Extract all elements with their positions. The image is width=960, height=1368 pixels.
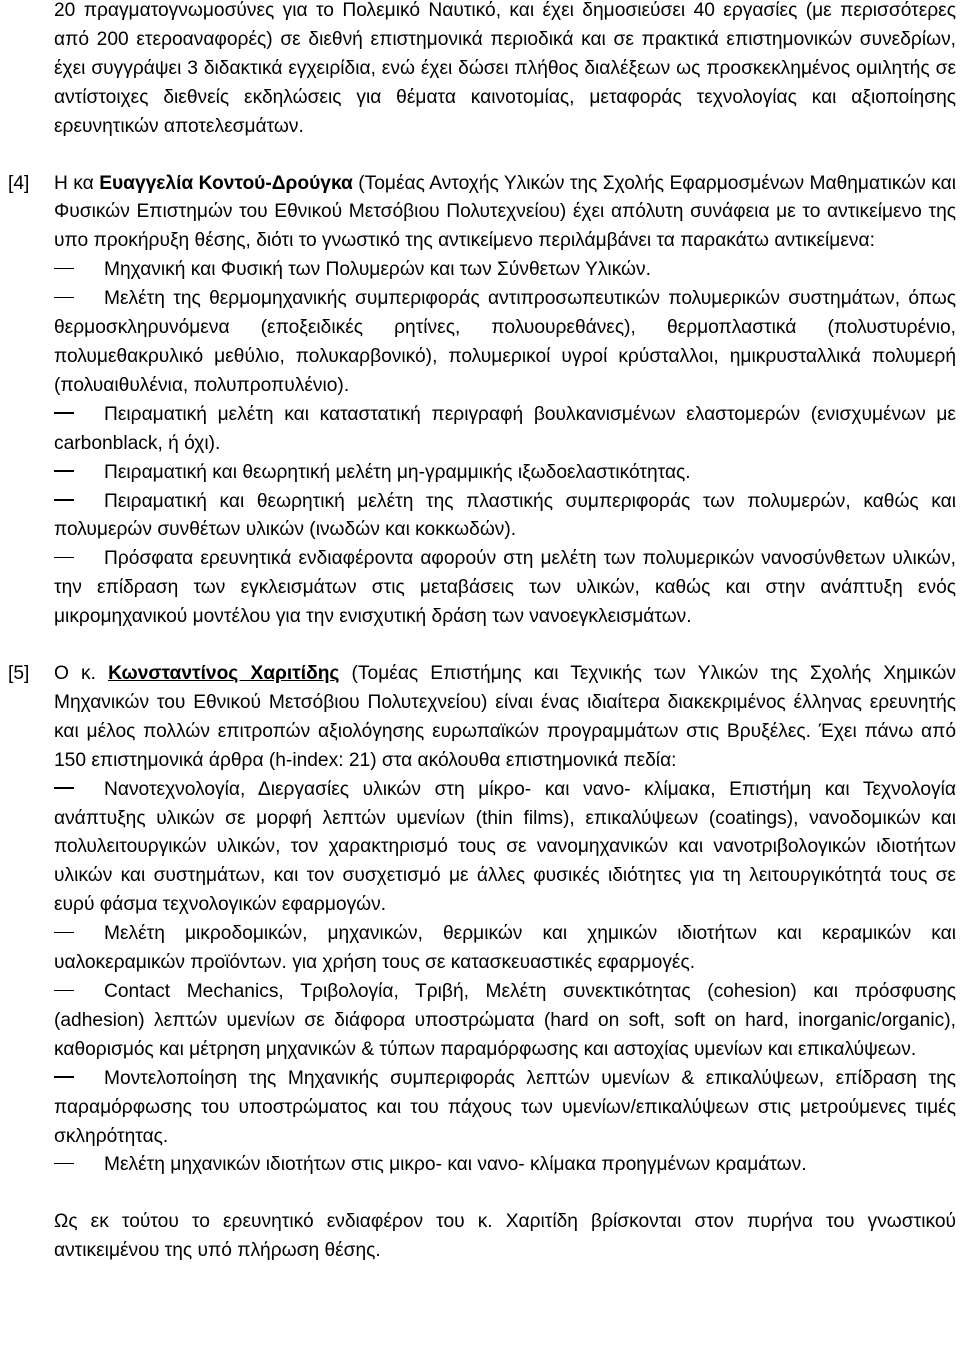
list-item-text: Μελέτη μικροδομικών, μηχανικών, θερμικών και χημικών ιδιοτήτων και κεραμικών και υαλοκεραμικών προϊόντων. για χρήση τους σε κατασκευαστικές εφαρμογές.	[54, 923, 956, 974]
dash-bullet	[54, 459, 104, 488]
list-item-text: Μοντελοποίηση της Μηχανικής συμπεριφοράς λεπτών υμενίων & επικαλύψεων, επίδραση της παραμόρφωσης του υποστρώματος και του πάχους των υμενίων/επικαλύψεων στις μετρούμενες τιμές σκληρότητας.	[54, 1067, 956, 1147]
reference-number: [5]	[8, 663, 30, 685]
reference-5-list	[54, 776, 956, 1181]
dash-bullet	[54, 285, 104, 314]
list-item-text: Νανοτεχνολογία, Διεργασίες υλικών στη μίκρο- και νανο- κλίμακα, Επιστήμη και Τεχνολογία ανάπτυξης υλικών σε μορφή λεπτών υμενίων (thin films), επικαλύψεων (coatings), νανοδομικών και πολυλειτουργικών υλικών, τον χαρακτηρισμό τους σε νανομηχανικών και νανοτριβολογικών ιδιοτήτων υλικών και συστημάτων, και τον συσχετισμό με άλλες φυσικές ιδιότητες για τη λειτουργικότητά τους σε ευρύ φάσμα τεχνολογικών εφαρμογών.	[54, 778, 956, 916]
dash-bullet	[54, 1151, 104, 1180]
dash-bullet	[54, 401, 104, 430]
list-item-text: Πειραματική μελέτη και καταστατική περιγραφή βουλκανισμένων ελαστομερών (ενισχυμένων με carbonblack, ή όχι).	[54, 403, 956, 454]
list-item-text: Μηχανική και Φυσική των Πολυμερών και των Σύνθετων Υλικών.	[104, 259, 651, 281]
list-item	[54, 256, 956, 285]
dash-bullet	[54, 920, 104, 949]
reference-number: [4]	[8, 172, 30, 194]
list-item-text: Μελέτη μηχανικών ιδιοτήτων στις μικρο- και νανο- κλίμακα προηγμένων κραμάτων.	[104, 1154, 807, 1176]
list-item	[54, 920, 956, 978]
dash-bullet	[54, 545, 104, 574]
dash-bullet	[54, 978, 104, 1007]
list-item	[54, 978, 956, 1065]
reference-5-prefix: Ο κ.	[54, 663, 109, 685]
reference-4-prefix: Η κα	[54, 172, 100, 194]
dash-bullet	[54, 488, 104, 517]
reference-4-list	[54, 256, 956, 632]
reference-4	[8, 170, 956, 633]
reference-5-name: Κωνσταντίνος Χαριτίδης	[108, 663, 340, 685]
list-item	[54, 488, 956, 546]
reference-4-name: Ευαγγελία Κοντού-Δρούγκα	[99, 172, 353, 194]
list-item	[54, 1065, 956, 1152]
reference-4-text: (Τομέας Αντοχής Υλικών της Σχολής Εφαρμοσμένων Μαθηματικών και Φυσικών Επιστημών του Εθνικού Μετσόβιου Πολυτεχνείου) έχει απόλυτη συνάφεια με το αντικείμενο της υπο προκήρυξη θέσης, διότι το γνωστικό της αντικείμενο περιλάμβάνει τα παρακάτω αντικείμενα:	[54, 172, 956, 252]
list-item-text: Μελέτη της θερμομηχανικής συμπεριφοράς αντιπροσωπευτικών πολυμερικών συστημάτων, όπως θερμοσκληρυνόμενα (εποξειδικές ρητίνες, πολυουρεθάνες), θερμοπλαστικά (πολυστυρένιο, πολυμεθακρυλικό μεθύλιο, πολυκαρβονικό), πολυμερικοί υγροί κρύσταλλοι, ημικρυσταλλικά πολυμερή (πολυαιθυλένια, πολυπροπυλένιο).	[54, 288, 956, 396]
reference-4-paragraph	[54, 170, 956, 257]
dash-bullet	[54, 776, 104, 805]
list-item-text: Πειραματική και θεωρητική μελέτη της πλαστικής συμπεριφοράς των πολυμερών, καθώς και πολυμερών συνθέτων υλικών (ινωδών και κοκκωδών).	[54, 490, 956, 541]
dash-bullet	[54, 1065, 104, 1094]
dash-bullet	[54, 256, 104, 285]
list-item	[54, 285, 956, 401]
reference-5-text: (Τομέας Επιστήμης και Τεχνικής των Υλικών της Σχολής Χημικών Μηχανικών του Εθνικού Μετσόβιου Πολυτεχνείου) είναι ένας ιδιαίτερα διακεκριμένος έλληνας ερευνητής και μέλος πολλών επιτροπών αξιολόγησης ευρωπαϊκών προγραμμάτων στις Βρυξέλες. Έχει πάνω από 150 επιστημονικά άρθρα (h-index: 21) στα ακόλουθα επιστημονικά πεδία:	[54, 663, 957, 771]
list-item-text: Πρόσφατα ερευνητικά ενδιαφέροντα αφορούν στη μελέτη των πολυμερικών νανοσύνθετων υλικών, την επίδραση των εγκλεισμάτων στις μεταβάσεις των υλικών, καθώς και στην ανάπτυξη ενός μικρομηχανικού μοντέλου για την ενισχυτική δράση των νανοεγκλεισμάτων.	[54, 548, 956, 628]
list-item	[54, 401, 956, 459]
intro-paragraph: 20 πραγματογνωμοσύνες για το Πολεμικό Ναυτικό, και έχει δημοσιεύσει 40 εργασίες (με περισσότερες από 200 ετεροαναφορές) σε διεθνή επιστημονικά περιοδικά και σε πρακτικά επιστημονικών συνεδρίων, έχει συγγράψει 3 διδακτικά εγχειρίδια, ενώ έχει δώσει πλήθος διαλέξεων ως προσκεκλημένος ομιλητής σε αντίστοιχες διεθνείς εκδηλώσεις για θέματα καινοτομίας, μεταφοράς τεχνολογίας και αξιοποίησης ερευνητικών αποτελεσμάτων.	[54, 0, 956, 137]
list-item-text: Contact Mechanics, Τριβολογία, Τριβή, Μελέτη συνεκτικότητας (cohesion) και πρόσφυσης (adhesion) λεπτών υμενίων σε διάφορα υποστρώματα (hard on soft, soft on hard, inorganic/organic), καθορισμός και μέτρηση μηχανικών & τύπων παραμόρφωσης και αστοχίας υμενίων και επικαλύψεων.	[54, 981, 956, 1060]
list-item	[54, 545, 956, 632]
document-page	[8, 0, 957, 1294]
list-item	[54, 1151, 956, 1180]
list-item	[54, 459, 956, 488]
list-item	[54, 776, 956, 921]
closing-paragraph: Ως εκ τούτου το ερευνητικό ενδιαφέρον του κ. Χαριτίδη βρίσκονται στον πυρήνα του γνωστικού αντικειμένου της υπό πλήρωση θέσης.	[54, 1211, 956, 1262]
reference-5-paragraph	[54, 660, 956, 776]
reference-5	[8, 660, 957, 1266]
list-item-text: Πειραματική και θεωρητική μελέτη μη-γραμμικής ιξωδοελαστικότητας.	[104, 461, 691, 483]
